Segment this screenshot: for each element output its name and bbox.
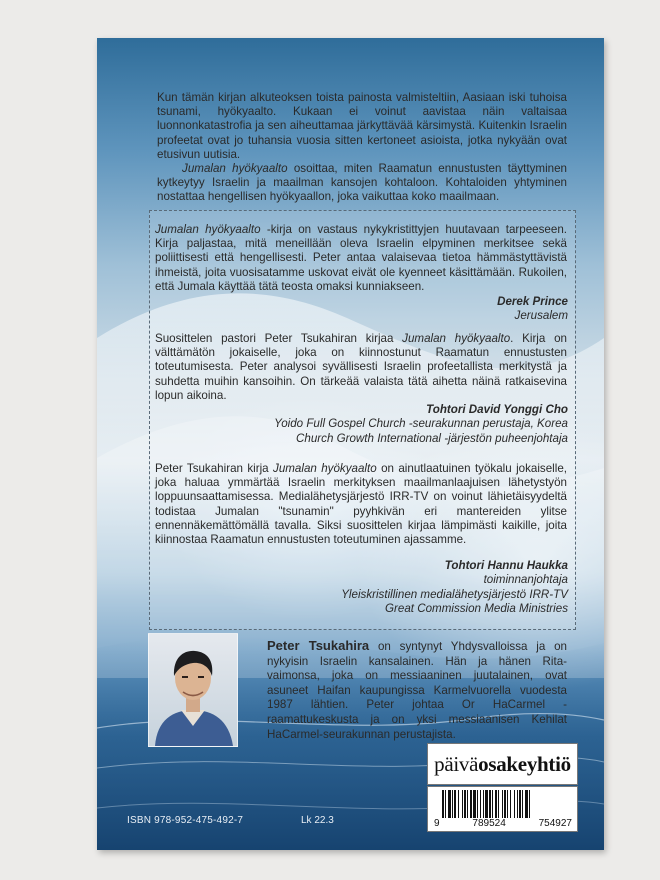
barcode-bar	[462, 790, 463, 818]
intro-paragraph-2: Jumalan hyökyaalto osoittaa, miten Raamatun ennustusten täyttyminen kytkeytyy Israelin ja maailman kansojen kohtaloon. Kohtaloiden yhtyminen nostattaa hengellisen hyökyaallon, joka vaikuttaa koko maailmaan.	[157, 162, 567, 204]
endorsement-3-signature	[156, 559, 568, 617]
barcode-bars	[434, 790, 572, 818]
barcode-bar	[467, 790, 468, 818]
barcode-bar	[442, 790, 444, 818]
barcode-bar	[458, 790, 459, 818]
barcode-bar	[464, 790, 466, 818]
endorser-name: Tohtori Hannu Haukka	[444, 559, 568, 572]
barcode-bar	[522, 790, 523, 818]
book-title: Jumalan hyökyaalto	[273, 462, 377, 475]
endorser-name: Derek Prince	[497, 295, 568, 308]
barcode-bar	[473, 790, 476, 818]
endorser-role: Jerusalem	[514, 309, 568, 323]
author-bio: Peter Tsukahira on syntynyt Yhdysvalloissa ja on nykyisin Israelin kansalainen. Hän ja hänen Rita-vaimonsa, joka on messiaaninen juutalainen, ovat asuneet Haifan kaupungissa Karmelvuorella vuodesta 1987 lähtien. Peter johtaa Or HaCarmel -raamattukeskusta ja on yksi messiaanisen Kehilat HaCarmel-seurakunnan perustajista.	[267, 638, 567, 741]
endorser-role: Great Commission Media Ministries	[385, 602, 568, 616]
book-title: Jumalan hyökyaalto	[182, 162, 288, 176]
barcode-bar	[517, 790, 518, 818]
barcode-bar	[483, 790, 484, 818]
barcode-bar	[529, 790, 530, 818]
publisher-logo: päivä osakeyhtiö	[427, 743, 578, 785]
endorsement-2-text: Suosittelen pastori Peter Tsukahiran kirjaa Jumalan hyökyaalto. Kirja on välttämätön jokaiselle, joka on kiinnostunut Raamatun ennustusten toteutumisesta. Peter analysoi syvällisesti Israelin profeetallista merkitystä ja suhdetta muihin kansoihin. On tärkeää valaista tätä aihetta näinä ratkaisevina lopun aikoina.	[155, 332, 567, 402]
barcode-bar	[495, 790, 497, 818]
barcode-bar	[525, 790, 528, 818]
endorser-role: toiminnanjohtaja	[483, 573, 568, 587]
barcode-bar	[519, 790, 521, 818]
barcode	[427, 786, 578, 832]
intro-text	[157, 91, 567, 205]
barcode-bar	[514, 790, 515, 818]
price-code: Lk 22.3	[301, 815, 334, 826]
author-photo	[148, 633, 238, 747]
barcode-bar	[510, 790, 511, 818]
book-title: Jumalan hyökyaalto	[402, 332, 511, 345]
endorser-role: Yleiskristillinen medialähetysjärjestö IRR-TV	[341, 587, 568, 601]
barcode-bar	[507, 790, 508, 818]
barcode-bar	[448, 790, 451, 818]
barcode-bar	[452, 790, 453, 818]
endorsement-1-text: Jumalan hyökyaalto -kirja on vastaus nykykristittyjen huutavaan tarpeeseen. Kirja paljastaa, mitä meneillään oleva Israelin elpyminen merkitsee sekä poliittisesti että hengellisesti. Peter antaa valaisevaa tietoa hämmästyttävistä ihmeistä, joita vuosisatamme uskovat eivät ole kyenneet käsittämään. Rukoilen, että Jumala käyttää tätä teosta omaksi kunniakseen.	[155, 223, 567, 293]
barcode-bar	[489, 790, 491, 818]
book-title: Jumalan hyökyaalto	[155, 223, 261, 236]
barcode-bar	[492, 790, 493, 818]
author-name: Peter Tsukahira	[267, 638, 370, 653]
barcode-bar	[477, 790, 478, 818]
isbn-number: ISBN 978-952-475-492-7	[127, 815, 244, 826]
barcode-bar	[480, 790, 481, 818]
intro-paragraph-1: Kun tämän kirjan alkuteoksen toista painosta valmisteltiin, Aasiaan iski tuhoisa tsunami, hyökyaalto. Kukaan ei voinut aavistaa näin valtaisaa luonnonkatastrofia ja sen aiheuttamaa järkyttävää kärsimystä. Kuitenkin Israelin profeetat ovat jo tuhansia vuosia sitten kertoneet asioista, jotka nykyään ovat etusivun uutisia.	[157, 91, 567, 161]
barcode-bar	[485, 790, 488, 818]
barcode-bar	[502, 790, 503, 818]
endorser-role: Church Growth International -järjestön puheenjohtaja	[296, 431, 568, 445]
endorsement-1-signature	[156, 295, 568, 324]
endorsement-3-text: Peter Tsukahiran kirja Jumalan hyökyaalto on ainutlaatuinen työkalu jokaiselle, joka haluaa ymmärtää Israelin merkityksen maailmanlaajuisen lähetystyön loppuunsaattamisessa. Medialähetysjärjestö IRR-TV on voinut lähietäisyydeltä todistaa Jumalan "tsunamin" pyyhkivän eri mantereiden ylitse ennennäkemättömällä tavalla. Siksi suosittelen kirjaa lämpimästi kaikille, joita kiinnostaa Raamatun ennustusten toteutuminen ajassamme.	[155, 462, 567, 547]
barcode-digits: 9 789524 754927	[434, 818, 572, 829]
endorser-role: Yoido Full Gospel Church -seurakunnan perustaja, Korea	[274, 417, 568, 431]
barcode-bar	[470, 790, 472, 818]
barcode-bar	[498, 790, 499, 818]
barcode-bar	[445, 790, 446, 818]
endorser-name: Tohtori David Yonggi Cho	[426, 403, 568, 416]
barcode-bar	[504, 790, 506, 818]
endorsement-2-signature	[156, 403, 568, 446]
book-back-cover	[97, 38, 604, 850]
barcode-bar	[454, 790, 456, 818]
